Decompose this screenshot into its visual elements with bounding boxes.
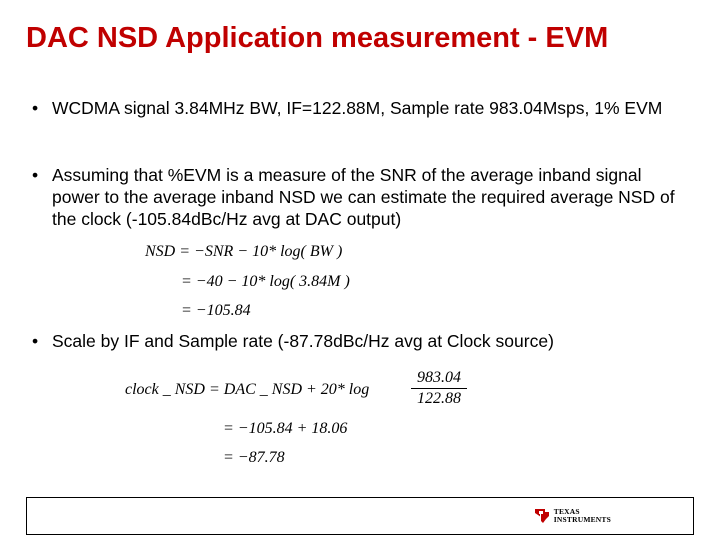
nsd-equation-line-1: NSD = −SNR − 10* log( BW ) <box>145 243 343 260</box>
slide-title: DAC NSD Application measurement - EVM <box>26 22 609 54</box>
nsd-equation-line-2: = −40 − 10* log( 3.84M ) <box>181 273 350 290</box>
bullet-marker: • <box>32 98 39 118</box>
bullet-item <box>32 164 692 230</box>
bullet-text: WCDMA signal 3.84MHz BW, IF=122.88M, Sample rate 983.04Msps, 1% EVM <box>52 98 663 118</box>
bullet-text: Assuming that %EVM is a measure of the SNR of the average inband signal power to the average inband NSD we can estimate the required average NSD of the clock (-105.84dBc/Hz avg at DAC output) <box>52 165 675 229</box>
bullet-item <box>32 330 672 352</box>
clock-equation-line-2: = −105.84 + 18.06 <box>223 420 348 437</box>
bullet-marker: • <box>32 165 39 185</box>
logo-line-2: INSTRUMENTS <box>553 515 611 524</box>
fraction-bar <box>411 388 467 389</box>
company-logo <box>532 506 611 526</box>
logo-line-1: TEXAS <box>553 507 580 516</box>
logo-wordmark <box>554 508 611 524</box>
fraction-numerator: 983.04 <box>417 369 461 386</box>
nsd-equation-line-3: = −105.84 <box>181 302 251 319</box>
bullet-marker: • <box>32 331 39 351</box>
bullet-text: Scale by IF and Sample rate (-87.78dBc/Hz avg at Clock source) <box>52 331 554 351</box>
clock-equation-line-1: clock _ NSD = DAC _ NSD + 20* log <box>125 381 370 398</box>
texas-instruments-logo-icon <box>532 506 552 526</box>
slide-footer <box>26 497 694 535</box>
clock-equation-line-3: = −87.78 <box>223 449 285 466</box>
clock-equation-fraction <box>411 369 467 408</box>
fraction-denominator: 122.88 <box>417 390 461 407</box>
bullet-item <box>32 97 672 119</box>
